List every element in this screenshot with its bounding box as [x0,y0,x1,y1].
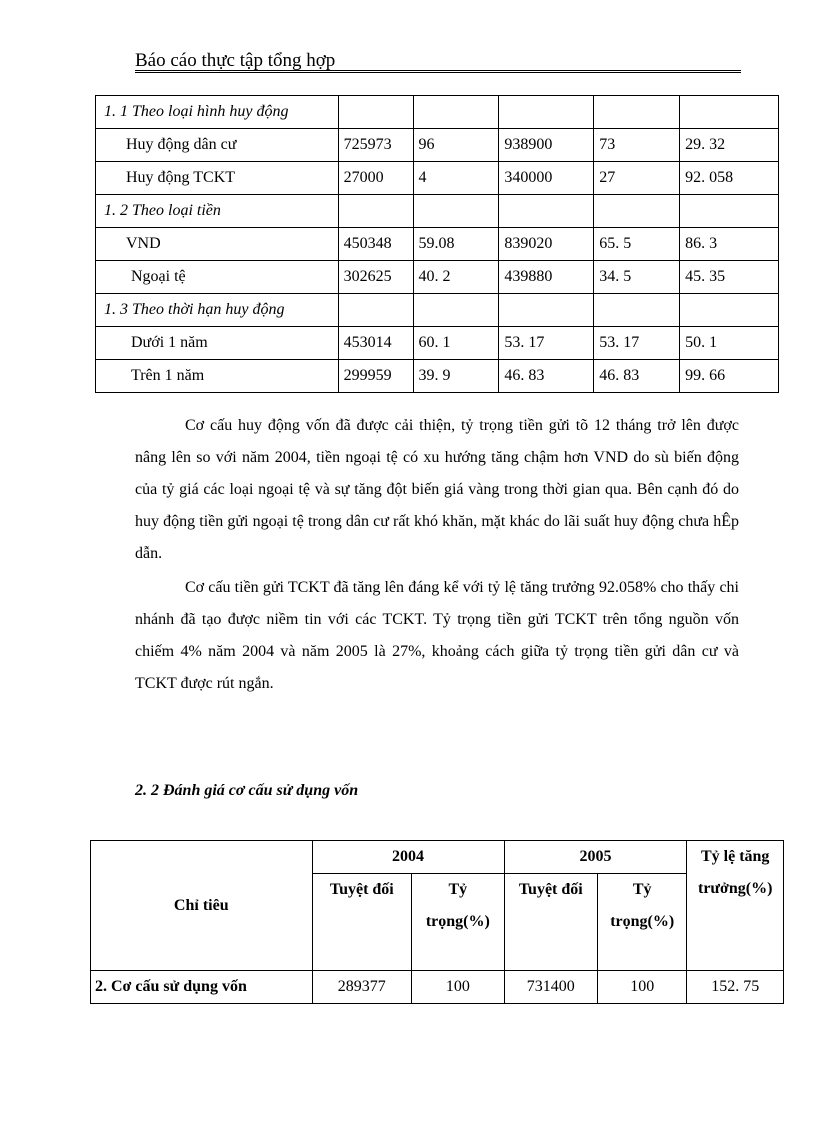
row-label: Huy động TCKT [96,162,339,195]
cell-value: 340000 [499,162,594,195]
cell-value: 27000 [338,162,413,195]
cell-value: 99. 66 [680,360,779,393]
capital-mobilization-table [95,95,779,393]
cell-value: 4 [413,162,499,195]
header-year-2004: 2004 [312,841,504,874]
cell-value: 46. 83 [499,360,594,393]
header-abs-2004: Tuyệt đối [312,874,412,971]
table-row [96,195,779,228]
cell-value: 27 [594,162,680,195]
table-row [96,162,779,195]
header-growth: Tỷ lệ tăng trưởng(%) [687,841,784,971]
header-ratio-2005: Tỷ trọng(%) [598,874,687,971]
cell-value [413,96,499,129]
cell-value: 725973 [338,129,413,162]
paragraph-2: Cơ cấu tiền gửi TCKT đã tăng lên đáng kể với tỷ lệ tăng trưởng 92.058% cho thấy chi nhánh đã tạo được niềm tin với các TCKT. Tỷ trọng tiền gửi TCKT trên tổng nguồn vốn chiếm 4% năm 2004 và năm 2005 là 27%, khoảng cách giữa tỷ trọng tiền gửi dân cư và TCKT được rút ngắn. [135,579,739,692]
table-row [96,294,779,327]
cell-value: 65. 5 [594,228,680,261]
cell-value: 302625 [338,261,413,294]
row-value: 289377 [312,971,412,1004]
cell-value: 39. 9 [413,360,499,393]
table-row [96,96,779,129]
capital-usage-table [90,840,784,1004]
header-rule [135,70,741,73]
cell-value: 453014 [338,327,413,360]
cell-value: 92. 058 [680,162,779,195]
table-row [96,261,779,294]
cell-value [680,195,779,228]
cell-value: 40. 2 [413,261,499,294]
cell-value: 839020 [499,228,594,261]
cell-value: 450348 [338,228,413,261]
paragraph-1: Cơ cấu huy động vốn đã được cải thiện, tỷ trọng tiền gửi tõ 12 tháng trở lên được nâng lên so với năm 2004, tiền ngoại tệ có xu hướng tăng chậm hơn VND do sù biến động của tỷ giá các loại ngoại tệ và sự tăng đột biến giá vàng trong thời gian qua. Bên cạnh đó do huy động tiền gửi ngoại tệ trong dân cư rất khó khăn, mặt khác do lãi suất huy động chưa hÊp dẫn. [135,417,739,562]
row-label: Ngoại tệ [96,261,339,294]
cell-value: 50. 1 [680,327,779,360]
header-year-2005: 2005 [504,841,687,874]
cell-value [594,96,680,129]
table-row [96,327,779,360]
cell-value: 86. 3 [680,228,779,261]
cell-value [338,195,413,228]
row-value: 152. 75 [687,971,784,1004]
cell-value [680,294,779,327]
row-label: Trên 1 năm [96,360,339,393]
cell-value: 46. 83 [594,360,680,393]
header-abs-2005: Tuyệt đối [504,874,597,971]
cell-value: 53. 17 [499,327,594,360]
table-row [96,228,779,261]
row-label: 2. Cơ cấu sử dụng vốn [91,971,313,1004]
header-ratio-2004: Tỷ trọng(%) [412,874,504,971]
cell-value [499,195,594,228]
cell-value: 439880 [499,261,594,294]
page-header [135,50,741,72]
table-row [96,129,779,162]
cell-value [338,294,413,327]
cell-value: 938900 [499,129,594,162]
row-label: Huy động dân cư [96,129,339,162]
cell-value [499,96,594,129]
cell-value: 45. 35 [680,261,779,294]
group-label: 1. 3 Theo thời hạn huy động [96,294,339,327]
cell-value [338,96,413,129]
row-value: 100 [412,971,504,1004]
cell-value: 73 [594,129,680,162]
cell-value [499,294,594,327]
header-title: Báo cáo thực tập tổng hợp [135,50,336,71]
table-row [96,360,779,393]
cell-value [413,294,499,327]
row-value: 100 [598,971,687,1004]
group-label: 1. 2 Theo loại tiền [96,195,339,228]
cell-value: 96 [413,129,499,162]
cell-value: 53. 17 [594,327,680,360]
row-label: Dưới 1 năm [96,327,339,360]
cell-value [413,195,499,228]
cell-value: 29. 32 [680,129,779,162]
cell-value: 60. 1 [413,327,499,360]
header-chi-tieu: Chỉ tiêu [91,841,313,971]
cell-value: 59.08 [413,228,499,261]
cell-value [680,96,779,129]
row-value: 731400 [504,971,597,1004]
cell-value [594,294,680,327]
cell-value: 299959 [338,360,413,393]
row-label: VND [96,228,339,261]
group-label: 1. 1 Theo loại hình huy động [96,96,339,129]
cell-value [594,195,680,228]
section-title: 2. 2 Đánh giá cơ cấu sử dụng vốn [135,782,359,799]
cell-value: 34. 5 [594,261,680,294]
